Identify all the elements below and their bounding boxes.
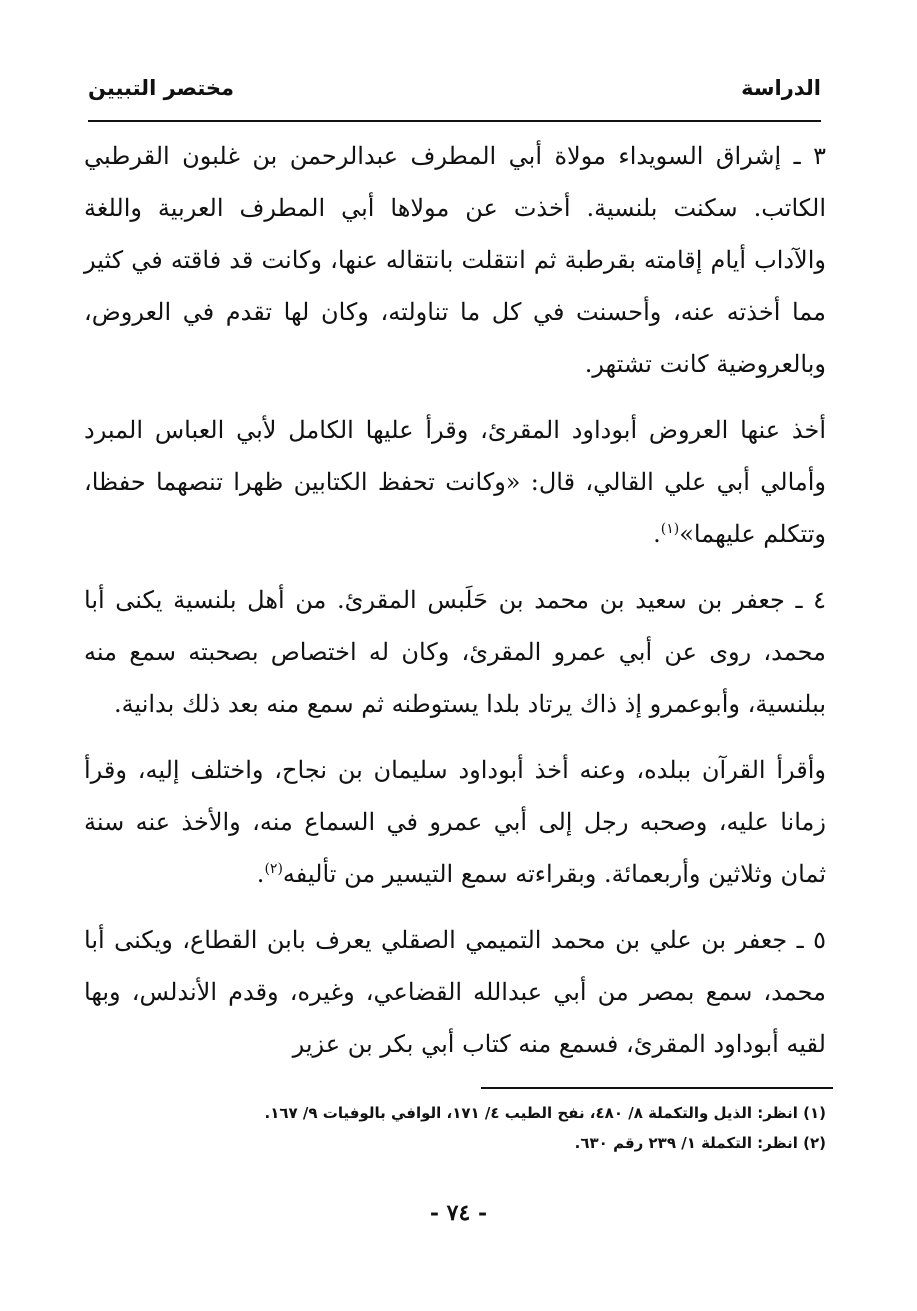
chapter-title: الدراسة — [741, 76, 821, 100]
paragraph-entry-4-continued — [84, 744, 826, 900]
paragraph-entry-3: ٣ ـ إشراق السويداء مولاة أبي المطرف عبدالرحمن بن غلبون القرطبي الكاتب. سكنت بلنسية. أخذت عن مولاها أبي المطرف العربية واللغة والآداب أيام إقامته بقرطبة ثم انتقلت بانتقاله عنها، وكانت قد فاقته في كثير مما أخذته عنه، وأحسنت في كل ما تناولته، وكان لها تقدم في العروض، وبالعروضية كانت تشتهر. — [84, 142, 826, 378]
paragraph-entry-5: ٥ ـ جعفر بن علي بن محمد التميمي الصقلي يعرف بابن القطاع، ويكنى أبا محمد، سمع بمصر من أبي عبدالله القضاعي، وغيره، وقدم الأندلس، وبها لقيه أبوداود المقرئ، فسمع منه كتاب أبي بكر بن عزير — [84, 926, 827, 1058]
paragraph-entry-4: ٤ ـ جعفر بن سعيد بن محمد بن حَلَبس المقرئ. من أهل بلنسية يكنى أبا محمد، روى عن أبي عمرو المقرئ، وكان له اختصاص بصحبته سمع منه ببلنسية، وأبوعمرو إذ ذاك يرتاد بلدا يستوطنه ثم سمع منه بعد ذلك بدانية. — [84, 586, 827, 718]
paragraph-text: أخذ عنها العروض أبوداود المقرئ، وقرأ عليها الكامل لأبي العباس المبرد وأمالي أبي علي القالي، قال: «وكانت تحفظ الكتابين ظهرا تنصهما حفظا، وتتكلم عليهما» — [84, 416, 826, 548]
paragraph-entry-3-continued — [84, 404, 826, 560]
footnote-divider — [481, 1087, 833, 1089]
footnote-1: (١) انظر: الذيل والتكملة ٨/ ٤٨٠، نفح الطيب ٤/ ١٧١، الوافي بالوفيات ٩/ ١٦٧. — [264, 1104, 826, 1122]
footnote-reference-2[interactable]: (٢) — [264, 861, 283, 877]
footnote-reference-1[interactable]: (١) — [660, 521, 680, 537]
footnote-2: (٢) انظر: التكملة ١/ ٢٣٩ رقم ٦٣٠. — [574, 1134, 826, 1152]
running-header — [88, 72, 821, 122]
main-text — [84, 130, 826, 1084]
footnotes — [84, 1098, 826, 1158]
sentence-end: . — [653, 520, 661, 548]
paragraph-text: وأقرأ القرآن ببلده، وعنه أخذ أبوداود سليمان بن نجاح، واختلف إليه، وقرأ زمانا عليه، وصحبه رجل إلى أبي عمرو في السماع منه، والأخذ عنه سنة ثمان وثلاثين وأربعمائة. وبقراءته سمع التيسير من تأليفه — [84, 756, 826, 888]
book-title: مختصر التبيين — [88, 76, 235, 100]
sentence-end: . — [256, 860, 265, 888]
page-number: - ٧٤ - — [429, 1200, 488, 1226]
